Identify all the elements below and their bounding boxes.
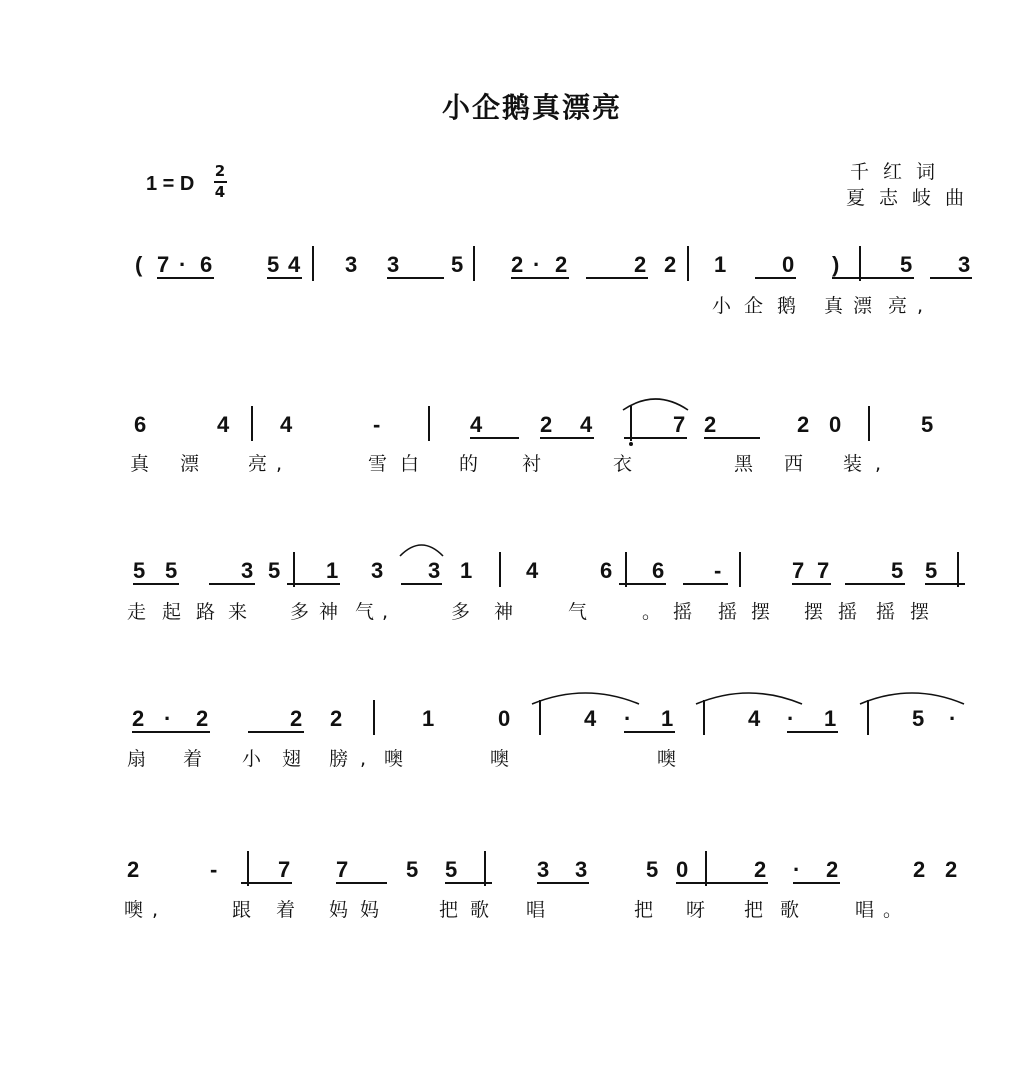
lyric-char: 唱 — [526, 899, 546, 921]
lyric-char: , — [360, 748, 367, 770]
dot: · — [164, 706, 172, 731]
lyric-char: 摆 — [910, 601, 930, 623]
lyric-char: 路 — [196, 601, 216, 623]
note: 5 — [165, 558, 178, 583]
note: 0 — [676, 857, 689, 882]
note: 7 — [278, 857, 291, 882]
note: 1 — [824, 706, 837, 731]
note: 2 — [132, 706, 145, 731]
lyric-char: 神 — [319, 601, 339, 623]
note: 4 — [580, 412, 593, 437]
lyric-char: 扇 — [127, 748, 147, 770]
note: 2 — [330, 706, 343, 731]
dot: · — [533, 252, 541, 277]
lyric-char: 气 — [568, 601, 588, 623]
lyric-char: 起 — [162, 601, 182, 623]
note: 5 — [133, 558, 146, 583]
note: 2 — [555, 252, 568, 277]
note: 0 — [829, 412, 842, 437]
note: 4 — [280, 412, 293, 437]
key-label: 1 = D — [146, 173, 195, 195]
slur-arc — [696, 693, 802, 704]
lyric-char: 歌 — [780, 899, 800, 921]
lyric-char: 衬 — [522, 453, 542, 475]
note: 2 — [196, 706, 209, 731]
lyric-char: 。 — [642, 601, 662, 623]
lyric-char: 的 — [459, 453, 479, 475]
note: 5 — [267, 252, 280, 277]
lyric-char: 雪 — [368, 453, 388, 475]
lyric-char: 摇 — [876, 601, 896, 623]
note: 5 — [445, 857, 458, 882]
note: 2 — [634, 252, 647, 277]
note: 3 — [575, 857, 588, 882]
note: 2 — [511, 252, 524, 277]
note: 7 — [673, 412, 686, 437]
note: 4 — [288, 252, 301, 277]
lyric-char: 噢 — [384, 748, 404, 770]
lyric-char: 。 — [883, 899, 903, 921]
note: 2 — [664, 252, 677, 277]
lyric-char: 妈 — [360, 899, 380, 921]
note: 1 — [460, 558, 473, 583]
lyric-char: 摆 — [751, 601, 771, 623]
slur-arc — [623, 399, 688, 410]
note: 5 — [406, 857, 419, 882]
lyric-char: 把 — [439, 899, 459, 921]
lyric-char: 唱 — [855, 899, 875, 921]
note: 5 — [268, 558, 281, 583]
lyric-char: 摇 — [718, 601, 738, 623]
note: 6 — [134, 412, 147, 437]
note: 0 — [498, 706, 511, 731]
note: 3 — [387, 252, 400, 277]
note: 1 — [661, 706, 674, 731]
note: 7 — [157, 252, 170, 277]
bracket: ( — [135, 252, 143, 277]
lyric-char: 妈 — [329, 899, 349, 921]
lyric-char: , — [875, 453, 882, 475]
note: 7 — [817, 558, 830, 583]
lyric-char: 漂 — [180, 453, 200, 475]
lyric-char: , — [382, 601, 389, 623]
note: 2 — [945, 857, 958, 882]
lyric-char: 气 — [355, 601, 375, 623]
lyric-char: 亮 — [888, 295, 908, 317]
dot: · — [949, 706, 957, 731]
lyric-char: 真 — [130, 453, 150, 475]
note: 2 — [290, 706, 303, 731]
note: 2 — [826, 857, 839, 882]
lyric-char: 真 — [824, 295, 844, 317]
lyric-char: , — [276, 453, 283, 475]
lyric-char: 着 — [276, 899, 296, 921]
note: 0 — [782, 252, 795, 277]
note: 5 — [646, 857, 659, 882]
time-signature-bottom: 4 — [214, 183, 226, 201]
note: 3 — [345, 252, 358, 277]
lyric-char: 噢 — [490, 748, 510, 770]
lyric-char: 噢 — [124, 899, 144, 921]
lyric-char: 摆 — [804, 601, 824, 623]
lyric-char: 装 — [843, 453, 863, 475]
lyric-char: 走 — [127, 601, 147, 623]
dot: · — [179, 252, 187, 277]
dash: - — [373, 412, 381, 437]
lyric-char: 神 — [494, 601, 514, 623]
note: 7 — [792, 558, 805, 583]
lyric-char: 黑 — [734, 453, 754, 475]
lyric-char: 来 — [228, 601, 248, 623]
slur-arc — [532, 693, 639, 704]
note: 4 — [217, 412, 230, 437]
note: 2 — [913, 857, 926, 882]
lyric-char: 歌 — [470, 899, 490, 921]
note: 3 — [371, 558, 384, 583]
note: 5 — [451, 252, 464, 277]
slur-arc — [400, 545, 443, 556]
lyric-char: 把 — [634, 899, 654, 921]
note: 3 — [958, 252, 971, 277]
time-signature-top: 2 — [214, 162, 226, 180]
lyric-char: 把 — [744, 899, 764, 921]
dot: · — [793, 857, 801, 882]
lyric-char: , — [917, 295, 924, 317]
note: 1 — [326, 558, 339, 583]
lyric-char: 呀 — [686, 899, 706, 921]
note: 2 — [704, 412, 717, 437]
note: 4 — [584, 706, 597, 731]
slur-arc — [860, 693, 964, 704]
lyric-char: 衣 — [613, 453, 633, 475]
note: 5 — [912, 706, 925, 731]
lyric-char: 小 — [712, 295, 732, 317]
lyric-char: 跟 — [232, 899, 252, 921]
bracket: ) — [832, 252, 840, 277]
note: 7 — [336, 857, 349, 882]
lyric-char: 摇 — [673, 601, 693, 623]
note: 2 — [540, 412, 553, 437]
note: 4 — [526, 558, 539, 583]
lyric-char: 着 — [183, 748, 203, 770]
dot: · — [787, 706, 795, 731]
note: 3 — [537, 857, 550, 882]
note: 5 — [921, 412, 934, 437]
lyric-char: 噢 — [657, 748, 677, 770]
lyric-char: 白 — [400, 453, 420, 475]
note: 2 — [127, 857, 140, 882]
lyric-char: 多 — [290, 601, 310, 623]
note: 6 — [200, 252, 213, 277]
dash: - — [714, 558, 722, 583]
note: 5 — [925, 558, 938, 583]
note: 4 — [470, 412, 483, 437]
composer-credit: 夏志岐曲 — [846, 187, 979, 209]
note: 4 — [748, 706, 761, 731]
lyric-char: 翅 — [282, 748, 302, 770]
note: 5 — [891, 558, 904, 583]
lyric-char: 小 — [242, 748, 262, 770]
lyric-char: 西 — [784, 453, 804, 475]
note: 3 — [428, 558, 441, 583]
note: 1 — [422, 706, 435, 731]
dot: · — [624, 706, 632, 731]
song-title: 小企鹅真漂亮 — [442, 91, 623, 124]
lyric-char: 亮 — [248, 453, 268, 475]
note: 5 — [900, 252, 913, 277]
lyric-char: 多 — [451, 601, 471, 623]
note: 2 — [797, 412, 810, 437]
note: 1 — [714, 252, 727, 277]
dash: - — [210, 857, 218, 882]
note: 3 — [241, 558, 254, 583]
lyric-char: 企 — [744, 295, 764, 317]
lyric-char: 鹅 — [777, 295, 797, 317]
note: 6 — [600, 558, 613, 583]
lyric-char: 摇 — [838, 601, 858, 623]
note: 2 — [754, 857, 767, 882]
lyric-char: 漂 — [853, 295, 873, 317]
lyricist-credit: 千红词 — [850, 161, 950, 183]
octave-dot — [629, 442, 633, 446]
note: 6 — [652, 558, 665, 583]
lyric-char: 膀 — [329, 748, 349, 770]
lyric-char: , — [152, 899, 159, 921]
